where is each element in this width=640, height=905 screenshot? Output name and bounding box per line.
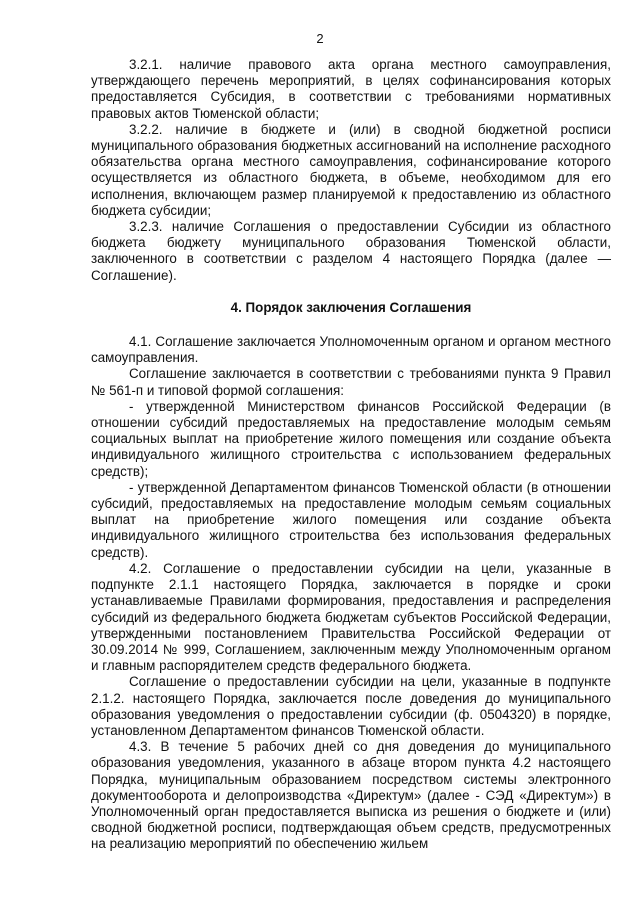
list-item-department-form: - утвержденной Департаментом финансов Тюменской области (в отношении субсидий, предоставляемых на предоставление молодым семьям социальных выплат на приобретение жилого помещения или создание объекта индивидуального жилищного строительства без использования федеральных средств). (91, 479, 611, 560)
section-heading: 4. Порядок заключения Соглашения (230, 299, 472, 315)
paragraph-3-2-3: 3.2.3. наличие Соглашения о предоставлении Субсидии из областного бюджета бюджету муниципального образования Тюменской области, заключенного в соответствии с разделом 4 настоящего Порядка (далее — Соглашение). (91, 219, 611, 283)
paragraph-4-3: 4.3. В течение 5 рабочих дней со дня доведения до муниципального образования уведомления, указанного в абзаце втором пункта 4.2 настоящего Порядка, муниципальным образованием посредством системы электронного документооборота и делопроизводства «Директум» (далее - СЭД «Директум») в Уполномоченный орган предоставляется выписка из решения о бюджете и (или) сводной бюджетной росписи, подтверждающая объем средств, предусмотренных на реализацию мероприятий по обеспечению жильем (91, 739, 611, 852)
paragraph-agreement-requirements: Соглашение заключается в соответствии с требованиями пункта 9 Правил № 561-п и типовой формой соглашения: (91, 366, 611, 398)
page-number: 2 (316, 31, 324, 46)
paragraph-3-2-2: 3.2.2. наличие в бюджете и (или) в сводной бюджетной росписи муниципального образования бюджетных ассигнований на исполнение расходного обязательства органа местного самоуправления, софинансирование которого осуществляется из областного бюджета, в объеме, необходимом для его исполнения, включающем размер планируемой к предоставлению из областного бюджета субсидии; (91, 121, 611, 218)
paragraph-4-1: 4.1. Соглашение заключается Уполномоченным органом и органом местного самоуправления. (91, 334, 611, 366)
document-body (91, 57, 611, 853)
list-item-ministry-form: - утвержденной Министерством финансов Российской Федерации (в отношении субсидий предоставляемых на предоставление молодым семьям социальных выплат на приобретение жилого помещения или создание объекта индивидуального жилищного строительства с использованием федеральных средств); (91, 398, 611, 479)
paragraph-3-2-1: 3.2.1. наличие правового акта органа местного самоуправления, утверждающего перечень мероприятий, в целях софинансирования которых предоставляется Субсидия, в соответствии с требованиями нормативных правовых актов Тюменской области; (91, 57, 611, 121)
paragraph-4-2: 4.2. Соглашение о предоставлении субсидии на цели, указанные в подпункте 2.1.1 настоящего Порядка, заключается в порядке и сроки устанавливаемые Правилами формирования, предоставления и распределения субсидий из федерального бюджета бюджетам субъектов Российской Федерации, утвержденными постановлением Правительства Российской Федерации от 30.09.2014 № 999, Соглашением, заключенным между Уполномоченным органом и главным распорядителем средств федерального бюджета. (91, 560, 611, 674)
paragraph-4-2-second: Соглашение о предоставлении субсидии на цели, указанные в подпункте 2.1.2. настоящего Порядка, заключается после доведения до муниципального образования уведомления о предоставлении субсидии (ф. 0504320) в порядке, установленном Департаментом финансов Тюменской области. (91, 674, 611, 738)
